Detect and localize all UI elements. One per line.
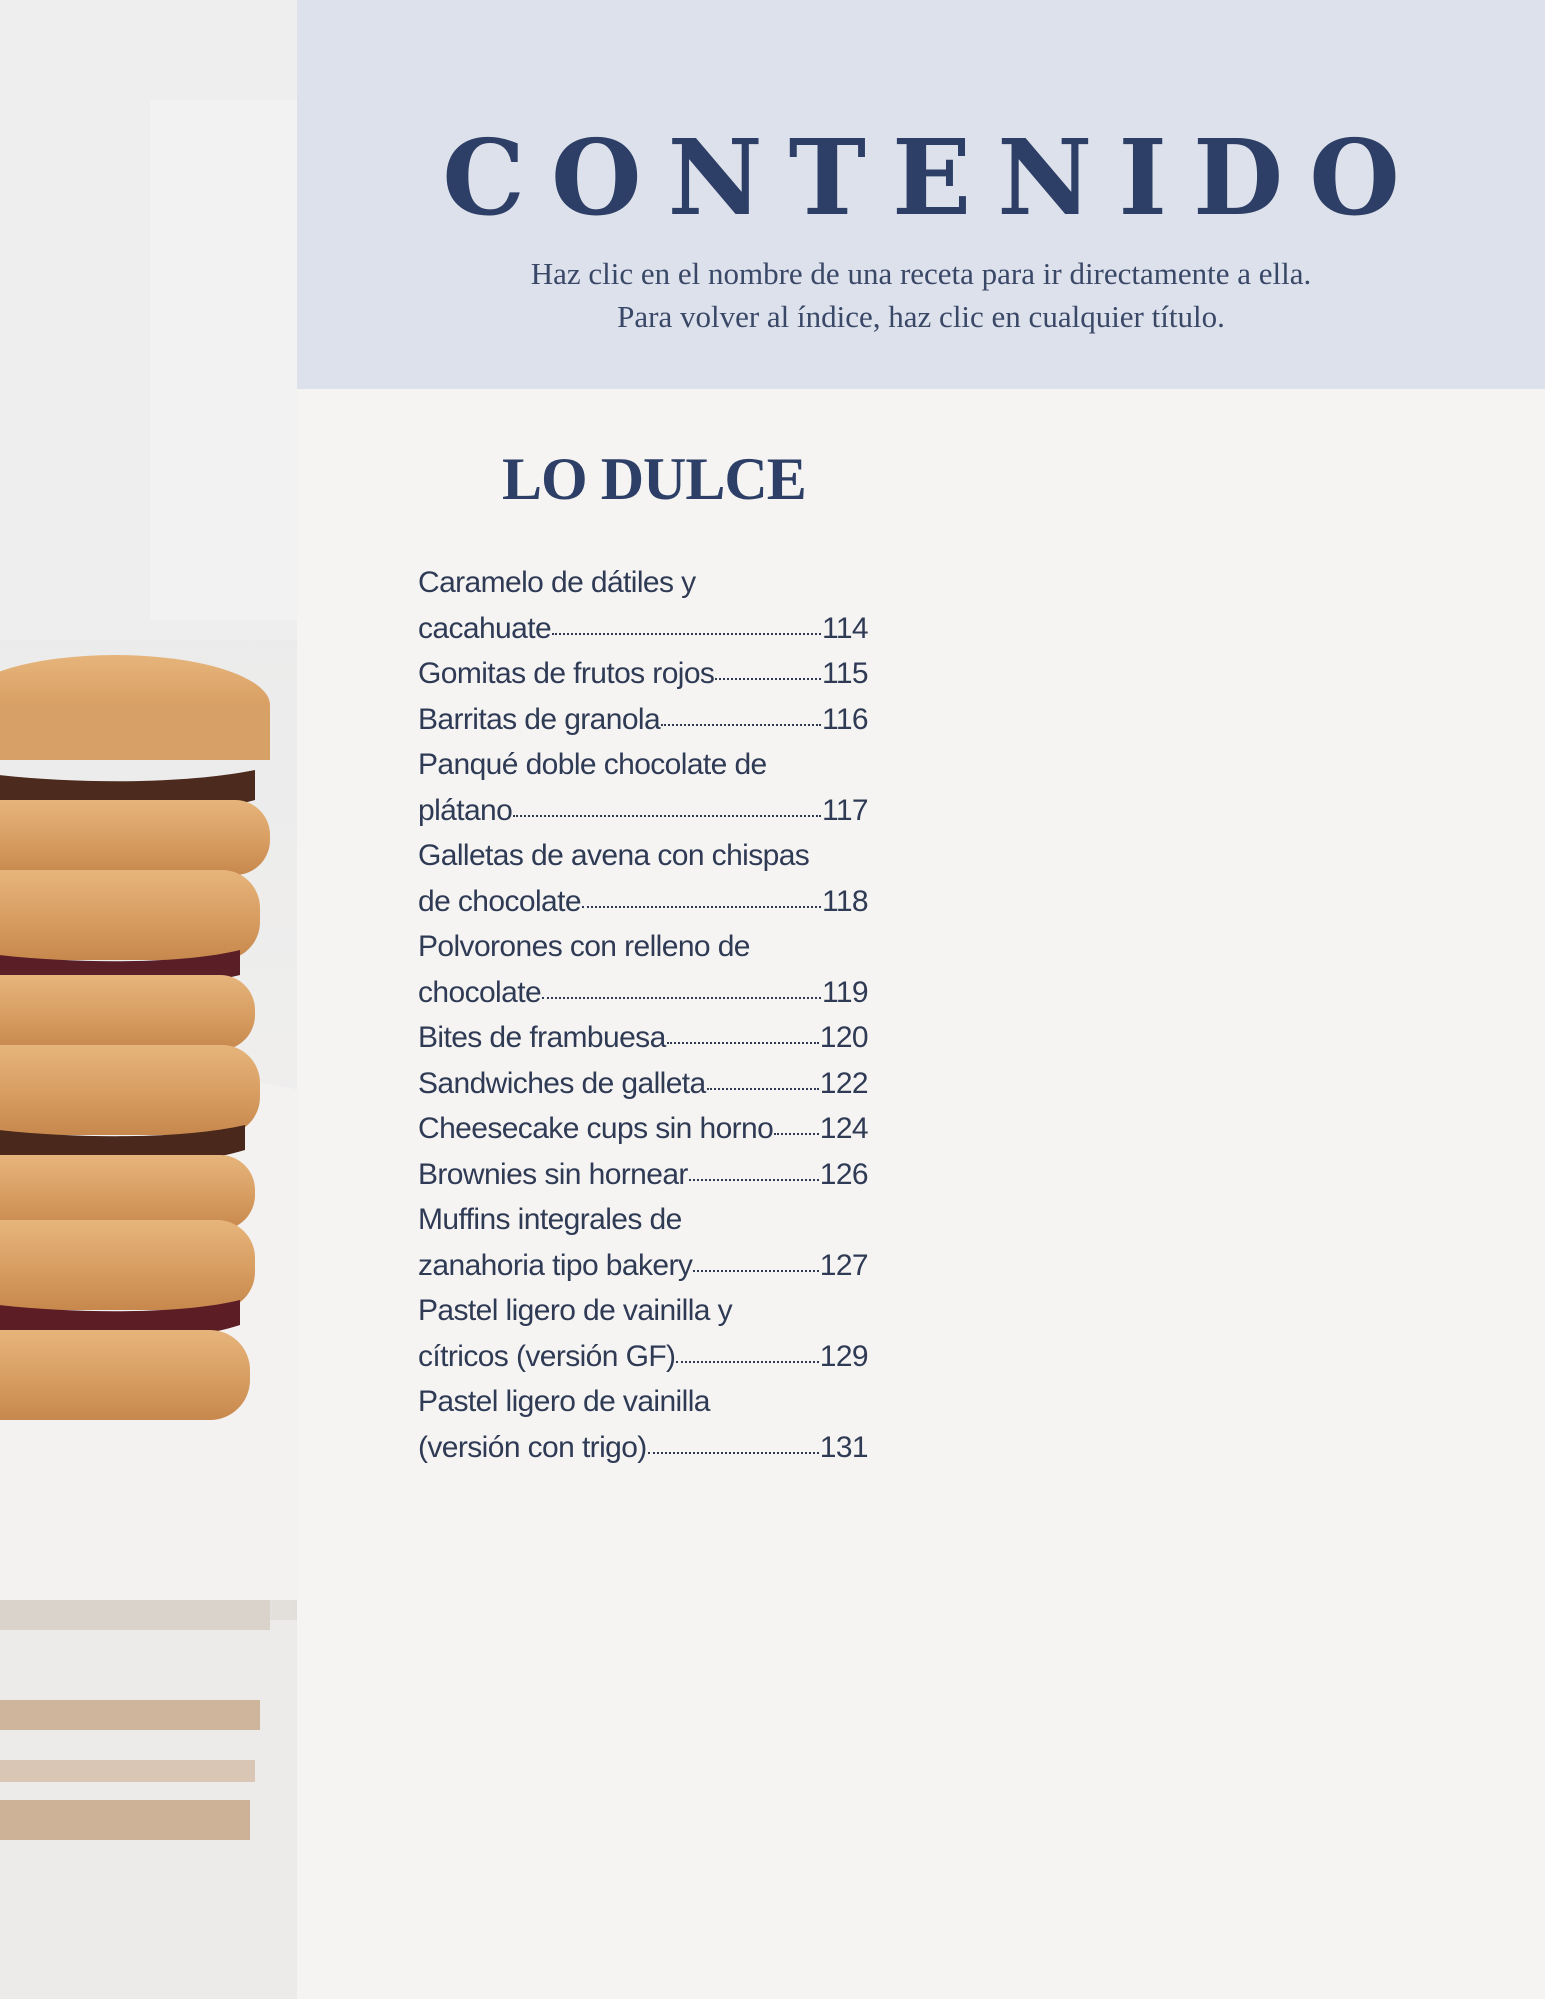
page-title[interactable]: CONTENIDO [442, 116, 1426, 239]
dot-leader [667, 1042, 819, 1044]
recipe-row [418, 651, 868, 697]
recipe-link[interactable] [418, 833, 868, 924]
recipe-name: plátano [418, 793, 513, 827]
recipe-row [418, 697, 868, 743]
page-number: 115 [821, 657, 868, 690]
recipe-link[interactable] [418, 1015, 868, 1061]
recipe-row [418, 606, 868, 652]
cookie-stack-photo [0, 0, 297, 1999]
dot-leader [689, 1179, 819, 1181]
dot-leader [707, 1088, 819, 1090]
recipe-name: zanahoria tipo bakery [418, 1248, 693, 1282]
recipe-name-line-1: Pastel ligero de vainilla [418, 1385, 710, 1418]
recipe-name-line-1: Galletas de avena con chispas [418, 839, 810, 872]
dot-leader [693, 1270, 818, 1272]
recipe-link[interactable] [418, 1106, 868, 1152]
recipe-name-line-1: Pastel ligero de vainilla y [418, 1294, 732, 1327]
page-number: 117 [821, 793, 868, 827]
dot-leader [715, 678, 821, 680]
dot-leader [774, 1133, 819, 1135]
page-number: 127 [819, 1248, 868, 1282]
recipe-name-line-1: Caramelo de dátiles y [418, 566, 696, 599]
recipe-row [418, 788, 868, 834]
recipe-name: Cheesecake cups sin horno [418, 1112, 774, 1145]
recipe-name: (versión con trigo) [418, 1430, 647, 1464]
recipe-row [418, 1015, 868, 1061]
recipe-row [418, 1425, 868, 1471]
page-number: 116 [821, 702, 868, 736]
dot-leader [513, 815, 821, 817]
recipe-link[interactable] [418, 1152, 868, 1198]
recipe-link[interactable] [418, 742, 868, 833]
page-number: 114 [821, 611, 868, 645]
recipe-name: Bites de frambuesa [418, 1021, 666, 1054]
recipe-row [418, 1152, 868, 1198]
recipe-name: Sandwiches de galleta [418, 1066, 706, 1100]
instructions-line-1: Haz clic en el nombre de una receta para ir directamente a ella. [530, 256, 1312, 291]
page-number: 120 [819, 1021, 868, 1054]
page-number: 126 [819, 1157, 868, 1191]
page-number: 131 [819, 1430, 868, 1464]
recipe-name-line-1: Muffins integrales de [418, 1203, 682, 1236]
dot-leader [661, 724, 821, 726]
recipe-row [418, 970, 868, 1016]
recipe-row [418, 1061, 868, 1107]
dot-leader [542, 997, 821, 999]
dot-leader [552, 633, 821, 635]
recipe-name: cacahuate [418, 611, 552, 645]
dot-leader [676, 1361, 818, 1363]
recipe-list [418, 560, 868, 1470]
recipe-name: chocolate [418, 975, 542, 1009]
dot-leader [648, 1452, 819, 1454]
page-number: 122 [819, 1066, 868, 1100]
page-number: 118 [821, 884, 868, 918]
recipe-link[interactable] [418, 1288, 868, 1379]
recipe-name-line-1: Panqué doble chocolate de [418, 748, 767, 781]
recipe-link[interactable] [418, 1379, 868, 1470]
instructions [297, 252, 1545, 338]
recipe-link[interactable] [418, 697, 868, 743]
recipe-link[interactable] [418, 1061, 868, 1107]
recipe-name: Barritas de granola [418, 702, 661, 736]
header-band [297, 0, 1545, 389]
dot-leader [582, 906, 821, 908]
recipe-name-line-1: Polvorones con relleno de [418, 930, 750, 963]
recipe-row [418, 879, 868, 925]
section-title[interactable]: LO DULCE [502, 446, 806, 512]
recipe-row [418, 1106, 868, 1152]
recipe-name: Brownies sin hornear [418, 1157, 688, 1191]
recipe-name: de chocolate [418, 884, 581, 918]
recipe-link[interactable] [418, 924, 868, 1015]
recipe-row [418, 1243, 868, 1289]
recipe-link[interactable] [418, 1197, 868, 1288]
recipe-link[interactable] [418, 651, 868, 697]
recipe-name: cítricos (versión GF) [418, 1339, 676, 1373]
page-number: 119 [821, 975, 868, 1009]
instructions-line-2: Para volver al índice, haz clic en cualquier título. [617, 299, 1225, 334]
recipe-name: Gomitas de frutos rojos [418, 657, 715, 690]
page-number: 124 [819, 1112, 868, 1145]
recipe-row [418, 1334, 868, 1380]
recipe-link[interactable] [418, 560, 868, 651]
page-number: 129 [819, 1339, 868, 1373]
